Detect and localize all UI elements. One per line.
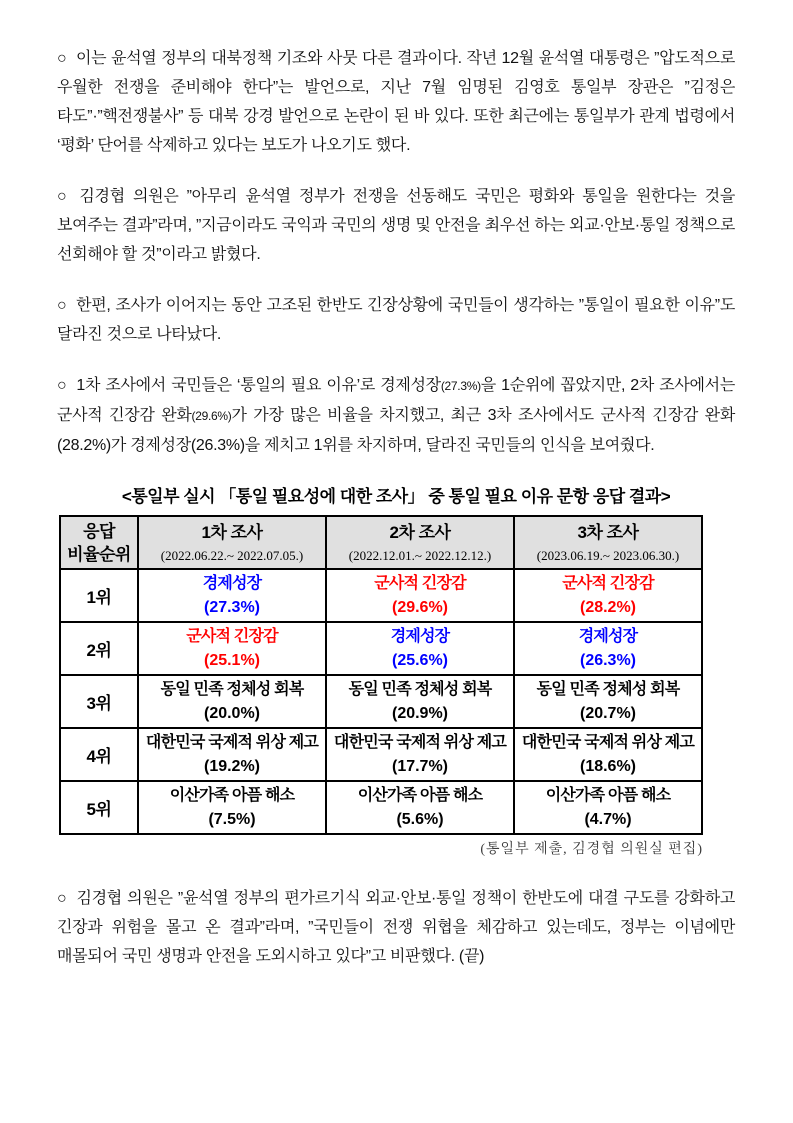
table-cell bbox=[138, 728, 326, 781]
header-survey-3-name: 3차 조사 bbox=[577, 522, 639, 542]
table-cell bbox=[514, 675, 702, 728]
cell-label: 이산가족 아픔 해소 bbox=[357, 786, 483, 804]
cell-label: 동일 민족 정체성 회복 bbox=[348, 680, 492, 698]
bullet-circle: ○ bbox=[57, 297, 68, 314]
paragraph-kim-statement bbox=[57, 182, 735, 269]
header-survey-2 bbox=[326, 516, 514, 569]
cell-value: (4.7%) bbox=[584, 810, 632, 828]
header-survey-3 bbox=[514, 516, 702, 569]
table-cell bbox=[326, 569, 514, 622]
cell-label: 경제성장 bbox=[202, 574, 262, 592]
paragraph-kim-statement-text: 김경협 의원은 ”아무리 윤석열 정부가 전쟁을 선동해도 국민은 평화와 통일을 원한다는 것을 보여주는 결과”라며, ”지금이라도 국익과 국민의 생명 및 안전을 최우선 하는 외교·안보·통일 정책으로 선회해야 할 것”이라고 밝혔다. bbox=[57, 188, 735, 263]
paragraph-survey-results bbox=[57, 371, 735, 460]
table-source-caption: (통일부 제출, 김경협 의원실 편집) bbox=[480, 842, 703, 857]
cell-label: 대한민국 국제적 위상 제고 bbox=[145, 733, 319, 751]
cell-value: (25.6%) bbox=[391, 651, 449, 669]
paragraph-policy-contrast-text: 이는 윤석열 정부의 대북정책 기조와 사뭇 다른 결과이다. 작년 12월 윤석열 대통령은 ”압도적으로 우월한 전쟁을 준비해야 한다”는 발언으로, 지난 7월 임명된 김영호 통일부 장관은 ”김정은 타도”·”핵전쟁불사” 등 대북 강경 발언으로 논란이 된 바 있다. 또한 최근에는 통일부가 관계 법령에서 ‘평화’ 단어를 삭제하고 있다는 보도가 나오기도 했다. bbox=[57, 50, 735, 154]
paragraph-survey-results-seg3: 가 가장 많은 비율을 차지했고, 최근 3차 조사에서도 군사적 긴장감 완화(28.2%)가 경제성장(26.3%)을 제치고 1위를 차지하며, 달라진 국민들의 인식을 보여줬다. bbox=[57, 407, 735, 454]
table-row-rank1 bbox=[60, 569, 702, 622]
bullet-circle: ○ bbox=[57, 50, 67, 67]
table-row-rank2 bbox=[60, 622, 702, 675]
table-cell bbox=[326, 675, 514, 728]
cell-label: 대한민국 국제적 위상 제고 bbox=[521, 733, 695, 751]
table-cell bbox=[514, 728, 702, 781]
rank-cell: 4위 bbox=[60, 728, 138, 781]
header-survey-3-period: (2023.06.19.~ 2023.06.30.) bbox=[536, 547, 680, 563]
cell-value: (5.6%) bbox=[396, 810, 444, 828]
cell-value: (7.5%) bbox=[208, 810, 256, 828]
cell-label: 군사적 긴장감 bbox=[374, 574, 466, 592]
header-rank-column bbox=[60, 516, 138, 569]
cell-label: 이산가족 아픔 해소 bbox=[169, 786, 295, 804]
cell-value: (28.2%) bbox=[579, 598, 637, 616]
header-survey-1-period: (2022.06.22.~ 2022.07.05.) bbox=[160, 547, 304, 563]
header-rank-line2: 비율순위 bbox=[67, 544, 131, 564]
table-header-row bbox=[60, 516, 702, 569]
cell-value: (25.1%) bbox=[203, 651, 261, 669]
cell-label: 군사적 긴장감 bbox=[186, 627, 278, 645]
cell-label: 이산가족 아픔 해소 bbox=[545, 786, 671, 804]
paragraph-criticism-text: 김경협 의원은 ”윤석열 정부의 편가르기식 외교·안보·통일 정책이 한반도에 대결 구도를 강화하고 긴장과 위험을 몰고 온 결과”라며, ”국민들이 전쟁 위협을 체감하고 있는데도, 정부는 이념에만 매몰되어 국민 생명과 안전을 도외시하고 있다”고 비판했다. (끝) bbox=[57, 890, 736, 965]
table-cell bbox=[514, 569, 702, 622]
paragraph-criticism bbox=[57, 884, 735, 971]
header-survey-2-period: (2022.12.01.~ 2022.12.12.) bbox=[348, 547, 492, 563]
header-survey-1-name: 1차 조사 bbox=[201, 522, 263, 542]
table-cell bbox=[514, 781, 702, 834]
cell-label: 경제성장 bbox=[578, 627, 638, 645]
cell-value: (27.3%) bbox=[203, 598, 261, 616]
rank-cell: 1위 bbox=[60, 569, 138, 622]
table-cell bbox=[326, 622, 514, 675]
header-survey-1 bbox=[138, 516, 326, 569]
cell-label: 경제성장 bbox=[390, 627, 450, 645]
header-rank-line1: 응답 bbox=[83, 521, 115, 541]
cell-value: (20.7%) bbox=[579, 704, 637, 722]
table-cell bbox=[138, 622, 326, 675]
cell-value: (17.7%) bbox=[391, 757, 449, 775]
cell-value: (19.2%) bbox=[203, 757, 261, 775]
table-cell bbox=[514, 622, 702, 675]
bullet-circle: ○ bbox=[57, 377, 68, 394]
table-title: <통일부 실시 「통일 필요성에 대한 조사」 중 통일 필요 이유 문항 응답 결과> bbox=[121, 487, 671, 506]
paragraph-survey-results-seg2: 을 1순위에 꼽았지만, 2차 조사에서는 군사적 긴장감 완화 bbox=[57, 377, 735, 424]
paragraph-reason-change-text: 한편, 조사가 이어지는 동안 고조된 한반도 긴장상황에 국민들이 생각하는 ”통일이 필요한 이유”도 달라진 것으로 나타났다. bbox=[57, 297, 735, 343]
rank-cell: 5위 bbox=[60, 781, 138, 834]
table-cell bbox=[138, 675, 326, 728]
cell-value: (18.6%) bbox=[579, 757, 637, 775]
header-survey-2-name: 2차 조사 bbox=[389, 522, 451, 542]
table-row-rank3 bbox=[60, 675, 702, 728]
cell-value: (20.9%) bbox=[391, 704, 449, 722]
inline-percentage: (27.3%) bbox=[440, 379, 481, 393]
table-row-rank4 bbox=[60, 728, 702, 781]
inline-percentage: (29.6%) bbox=[191, 409, 232, 423]
table-cell bbox=[326, 728, 514, 781]
paragraph-reason-change bbox=[57, 291, 735, 349]
table-cell bbox=[138, 781, 326, 834]
cell-value: (20.0%) bbox=[203, 704, 261, 722]
table-cell bbox=[326, 781, 514, 834]
paragraph-survey-results-seg1: 1차 조사에서 국민들은 ‘통일의 필요 이유’로 경제성장 bbox=[76, 377, 441, 394]
unification-reason-table bbox=[59, 515, 703, 835]
paragraph-policy-contrast bbox=[57, 44, 735, 160]
cell-value: (26.3%) bbox=[579, 651, 637, 669]
cell-label: 동일 민족 정체성 회복 bbox=[536, 680, 680, 698]
table-row-rank5 bbox=[60, 781, 702, 834]
cell-label: 대한민국 국제적 위상 제고 bbox=[333, 733, 507, 751]
bullet-circle: ○ bbox=[57, 188, 71, 205]
cell-label: 군사적 긴장감 bbox=[562, 574, 654, 592]
rank-cell: 2위 bbox=[60, 622, 138, 675]
table-cell bbox=[138, 569, 326, 622]
cell-label: 동일 민족 정체성 회복 bbox=[160, 680, 304, 698]
bullet-circle: ○ bbox=[57, 890, 68, 907]
cell-value: (29.6%) bbox=[391, 598, 449, 616]
rank-cell: 3위 bbox=[60, 675, 138, 728]
